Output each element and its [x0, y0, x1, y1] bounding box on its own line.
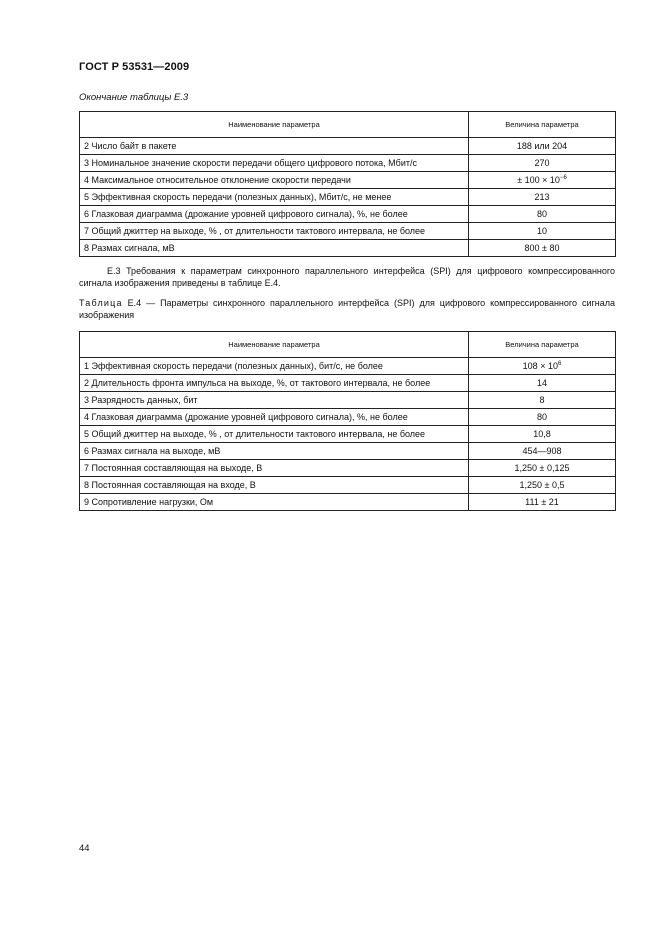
parameter-value-cell [469, 409, 616, 426]
parameter-value-text: 10 [536, 226, 547, 236]
parameter-value-text: 14 [536, 378, 547, 388]
parameter-value-cell [469, 392, 616, 409]
table-header-row [80, 112, 616, 138]
table-row [80, 375, 616, 392]
parameter-name-cell: 8 Постоянная составляющая на входе, В [80, 477, 469, 494]
parameter-value-cell [469, 460, 616, 477]
parameter-value-text: 108 × 10 [522, 361, 558, 371]
parameter-value-cell [469, 206, 616, 223]
parameter-value-text: 800 ± 80 [524, 243, 560, 253]
table-e3-caption: Окончание таблицы Е.3 [79, 92, 189, 103]
column-header-parameter-name: Наименование параметра [80, 332, 469, 358]
parameter-value-text: 80 [536, 412, 547, 422]
parameter-value-text: 188 или 204 [516, 141, 568, 151]
parameter-name-cell: 1 Эффективная скорость передачи (полезных данных), бит/с, не более [80, 358, 469, 375]
exponent-superscript: −6 [559, 175, 567, 181]
parameter-name-cell: 8 Размах сигнала, мВ [80, 240, 469, 257]
table-e3 [79, 111, 616, 257]
parameter-name-cell: 5 Общий джиттер на выходе, % , от длительности тактового интервала, не более [80, 426, 469, 443]
parameter-name-cell: 6 Размах сигнала на выходе, мВ [80, 443, 469, 460]
table-row [80, 409, 616, 426]
parameter-value-text: 1,250 ± 0,5 [519, 480, 565, 490]
parameter-value-text: 213 [534, 192, 550, 202]
table-row [80, 392, 616, 409]
parameter-value-text: 8 [539, 395, 545, 405]
parameter-name-cell: 3 Номинальное значение скорости передачи общего цифрового потока, Мбит/с [80, 155, 469, 172]
parameter-value-text: ± 100 × 10 [517, 175, 560, 185]
column-header-parameter-name: Наименование параметра [80, 112, 469, 138]
table-row [80, 443, 616, 460]
table-row [80, 138, 616, 155]
table-row [80, 206, 616, 223]
parameter-name-cell: 3 Разрядность данных, бит [80, 392, 469, 409]
table-row [80, 240, 616, 257]
parameter-name-cell: 2 Длительность фронта импульса на выходе, %, от тактового интервала, не более [80, 375, 469, 392]
table-title-text: Е.4 — Параметры синхронного параллельного интерфейса (SPI) для цифрового компрессированного сигнала изображения [79, 298, 615, 320]
parameter-value-text: 80 [536, 209, 547, 219]
parameter-value-cell [469, 494, 616, 511]
document-header: ГОСТ Р 53531—2009 [79, 61, 190, 73]
parameter-name-cell: 2 Число байт в пакете [80, 138, 469, 155]
table-e4-title [79, 297, 615, 321]
table-row [80, 358, 616, 375]
parameter-value-text: 111 ± 21 [525, 497, 559, 507]
parameter-value-text: 454—908 [522, 446, 562, 456]
exponent-superscript: 6 [557, 361, 562, 367]
column-header-parameter-value: Величина параметра [469, 332, 616, 358]
parameter-value-text: 10,8 [533, 429, 551, 439]
table-row [80, 189, 616, 206]
table-row [80, 426, 616, 443]
parameter-name-cell: 7 Постоянная составляющая на выходе, В [80, 460, 469, 477]
parameter-name-cell: 6 Глазковая диаграмма (дрожание уровней цифрового сигнала), %, не более [80, 206, 469, 223]
parameter-name-cell: 9 Сопротивление нагрузки, Ом [80, 494, 469, 511]
table-title-prefix: Таблица [79, 298, 123, 308]
parameter-value-cell [469, 189, 616, 206]
parameter-value-cell [469, 172, 616, 189]
parameter-value-cell [469, 358, 616, 375]
table-row [80, 460, 616, 477]
parameter-value-text: 1,250 ± 0,125 [514, 463, 570, 473]
parameter-value-cell [469, 155, 616, 172]
table-e4 [79, 331, 616, 511]
table-row [80, 155, 616, 172]
parameter-value-cell [469, 443, 616, 460]
parameter-value-cell [469, 426, 616, 443]
parameter-value-cell [469, 477, 616, 494]
table-header-row [80, 332, 616, 358]
table-row [80, 477, 616, 494]
parameter-value-cell [469, 240, 616, 257]
parameter-name-cell: 5 Эффективная скорость передачи (полезных данных), Мбит/с, не менее [80, 189, 469, 206]
parameter-value-cell [469, 223, 616, 240]
page-number: 44 [79, 843, 90, 854]
table-row [80, 172, 616, 189]
parameter-name-cell: 4 Глазковая диаграмма (дрожание уровней цифрового сигнала), %, не более [80, 409, 469, 426]
parameter-value-cell [469, 375, 616, 392]
parameter-value-cell [469, 138, 616, 155]
parameter-name-cell: 7 Общий джиттер на выходе, % , от длительности тактового интервала, не более [80, 223, 469, 240]
parameter-name-cell: 4 Максимальное относительное отклонение скорости передачи [80, 172, 469, 189]
paragraph-e3: Е.3 Требования к параметрам синхронного параллельного интерфейса (SPI) для цифрового компрессированного сигнала изображения приведены в таблице Е.4. [79, 266, 615, 288]
table-row [80, 223, 616, 240]
column-header-parameter-value: Величина параметра [469, 112, 616, 138]
table-row [80, 494, 616, 511]
parameter-value-text: 270 [534, 158, 550, 168]
